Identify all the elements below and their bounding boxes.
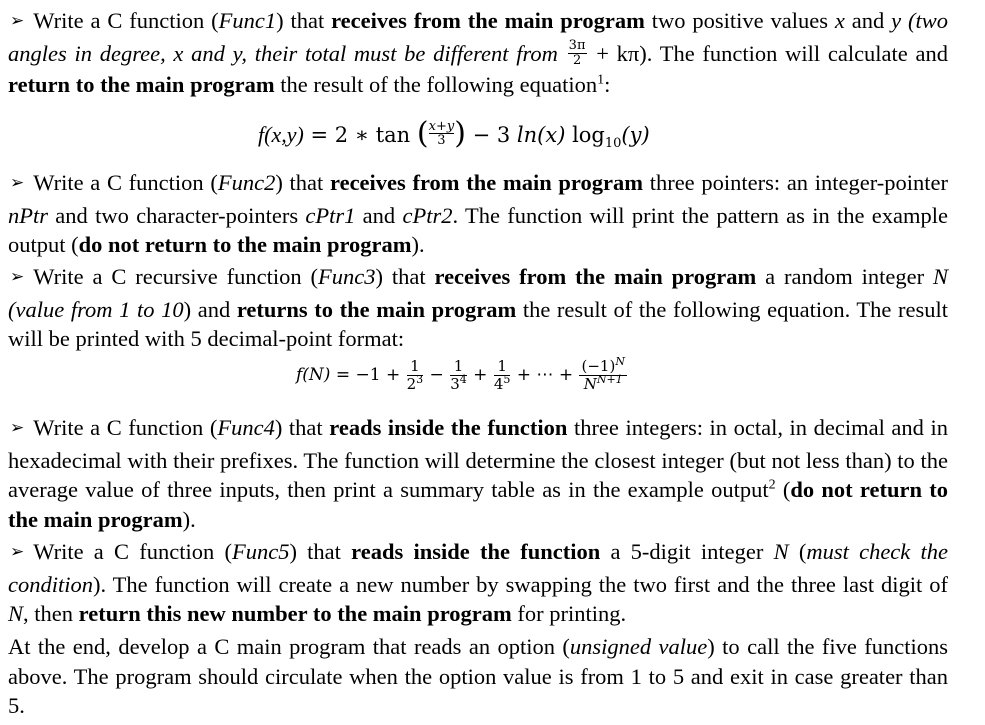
text: three pointers: an integer-pointer bbox=[643, 170, 949, 195]
operator: + ⋯ + bbox=[511, 365, 579, 385]
text: (value from 1 to 10 bbox=[8, 296, 184, 322]
text: ) that bbox=[274, 415, 330, 440]
fraction-denominator: 2 bbox=[572, 52, 582, 68]
ln-argument: (x) bbox=[537, 123, 566, 147]
task-func1-paragraph bbox=[8, 6, 948, 99]
text: and two character-pointers bbox=[48, 202, 306, 228]
variable: N bbox=[933, 264, 949, 289]
bold-phrase: receives from the main program bbox=[434, 264, 757, 289]
bold-phrase: do not return to the main program bbox=[78, 232, 412, 257]
fraction-denominator bbox=[450, 373, 467, 393]
bold-phrase: return to the main program bbox=[8, 71, 275, 97]
text: . The function will print the pattern as in the example output ( bbox=[8, 202, 948, 257]
exponent: N bbox=[615, 355, 625, 368]
text: a 5-digit integer bbox=[600, 539, 774, 564]
equation-part: = 2 ∗ tan bbox=[303, 123, 411, 147]
text: Write a C function ( bbox=[33, 539, 232, 564]
bullet-icon: ➢ bbox=[10, 542, 25, 562]
function-name: Func4 bbox=[217, 415, 275, 440]
base: (−1) bbox=[581, 357, 616, 375]
function-name: Func1 bbox=[218, 8, 277, 33]
text: ). The function will create a new number by swapping the two first and the three last digit of bbox=[93, 571, 948, 597]
term-fraction-1 bbox=[407, 358, 424, 393]
base: 4 bbox=[493, 375, 504, 393]
text: three integers: in octal, in decimal and in hexadecimal with their prefixes. The function will determine the closest integer (but not less than) to the average value of three inputs, then print a summary table as in the example output bbox=[8, 415, 948, 502]
left-paren: ( bbox=[416, 115, 429, 151]
log-argument: (y) bbox=[621, 123, 650, 147]
exponent: 4 bbox=[459, 373, 467, 386]
text: ( bbox=[775, 477, 791, 502]
equation-lhs: f(N) bbox=[296, 365, 331, 385]
operator: + bbox=[467, 365, 493, 385]
bullet-icon: ➢ bbox=[10, 267, 25, 287]
variable: N bbox=[8, 601, 24, 626]
exponent: 3 bbox=[416, 373, 424, 386]
log-base: 10 bbox=[604, 136, 622, 152]
bullet-icon: ➢ bbox=[10, 173, 25, 193]
term-fraction-2 bbox=[450, 358, 467, 393]
text: Write a C recursive function ( bbox=[33, 264, 318, 289]
function-name: Func2 bbox=[217, 170, 276, 195]
fraction-denominator bbox=[406, 373, 424, 393]
footnote-marker: 1 bbox=[597, 72, 605, 88]
italic-phrase: must check the condition bbox=[8, 539, 948, 597]
three-pi-over-two-fraction bbox=[568, 39, 587, 68]
bold-phrase: do not return to the main program bbox=[8, 477, 948, 532]
equation-part: = −1 + bbox=[330, 365, 406, 385]
fraction-denominator bbox=[493, 373, 511, 393]
right-paren: ) bbox=[454, 115, 466, 151]
text: a random integer bbox=[756, 264, 933, 289]
variable: nPtr bbox=[8, 202, 49, 228]
equation-lhs: f(x,y) bbox=[258, 122, 304, 147]
variable: x bbox=[834, 8, 845, 33]
text: ( bbox=[788, 539, 807, 564]
text: (two angles in degree, x and y, their total must be different from bbox=[8, 8, 948, 66]
exponent: N+1 bbox=[596, 373, 623, 386]
task-func4-paragraph bbox=[8, 413, 948, 534]
fraction-denominator: 3 bbox=[437, 133, 446, 148]
ln-function: ln bbox=[516, 123, 538, 147]
bullet-icon: ➢ bbox=[10, 418, 25, 438]
equation-func3 bbox=[296, 355, 628, 393]
text: ) and bbox=[183, 296, 237, 322]
bold-phrase: reads inside the function bbox=[351, 539, 601, 564]
term-fraction-3 bbox=[494, 358, 511, 393]
text: the result of the following equation bbox=[274, 71, 598, 97]
fraction-denominator bbox=[579, 373, 626, 393]
bold-phrase: receives from the main program bbox=[330, 170, 643, 195]
fraction-numerator: 3π bbox=[568, 37, 586, 53]
italic-phrase: unsigned value bbox=[569, 634, 708, 659]
text: Write a C function ( bbox=[33, 8, 219, 33]
fraction-numerator: x+y bbox=[428, 119, 455, 134]
variable: cPtr1 bbox=[305, 202, 356, 228]
footnote-marker: 2 bbox=[768, 477, 776, 493]
text: and bbox=[844, 8, 885, 33]
equation-func1 bbox=[258, 115, 650, 159]
text: + kπ). The function will calculate and bbox=[588, 40, 948, 66]
text: ) that bbox=[275, 170, 330, 195]
text: Write a C function ( bbox=[33, 170, 218, 195]
text: ) that bbox=[276, 8, 332, 33]
base: 3 bbox=[450, 375, 460, 393]
function-name: Func5 bbox=[231, 539, 290, 564]
text: ). bbox=[182, 506, 196, 532]
term-fraction-n bbox=[579, 355, 626, 393]
bullet-icon: ➢ bbox=[10, 11, 25, 31]
task-func5-paragraph bbox=[8, 537, 948, 629]
equation-fraction bbox=[429, 120, 455, 147]
operator: − bbox=[424, 365, 450, 385]
text: : bbox=[604, 71, 611, 97]
text: and bbox=[355, 202, 403, 228]
text: , then bbox=[23, 601, 79, 626]
text: ). bbox=[411, 232, 425, 257]
function-name: Func3 bbox=[317, 264, 376, 289]
text: two positive values bbox=[644, 8, 835, 33]
text: ) that bbox=[375, 264, 435, 289]
exponent: 5 bbox=[503, 373, 511, 386]
text: the result of the following equation. The result will be printed with 5 decimal-point format: bbox=[8, 296, 948, 351]
bold-phrase: return this new number to the main program bbox=[78, 601, 512, 626]
fraction-numerator: 1 bbox=[450, 358, 467, 376]
text: At the end, develop a C main program that reads an option ( bbox=[8, 634, 570, 659]
fraction-numerator: 1 bbox=[407, 358, 424, 376]
variable: cPtr2 bbox=[402, 202, 453, 228]
base: N bbox=[583, 375, 597, 393]
bold-phrase: reads inside the function bbox=[329, 415, 568, 440]
task-func3-paragraph bbox=[8, 262, 948, 354]
variable: y bbox=[891, 8, 902, 33]
fraction-numerator: 1 bbox=[494, 358, 511, 376]
task-func2-paragraph bbox=[8, 168, 948, 260]
bold-phrase: receives from the main program bbox=[331, 8, 645, 33]
equation-part: − 3 bbox=[465, 123, 517, 147]
variable: N bbox=[773, 539, 789, 564]
base: 2 bbox=[406, 375, 417, 393]
text: ) that bbox=[289, 539, 352, 564]
main-program-paragraph bbox=[8, 632, 948, 721]
log-function: log bbox=[565, 123, 605, 147]
text: for printing. bbox=[511, 601, 627, 626]
text: ) to call the five functions above. The program should circulate when the option value is from 1 to 5 and exit in case greater than 5. bbox=[8, 634, 949, 718]
text: Write a C function ( bbox=[33, 415, 218, 440]
bold-phrase: returns to the main program bbox=[236, 296, 517, 322]
